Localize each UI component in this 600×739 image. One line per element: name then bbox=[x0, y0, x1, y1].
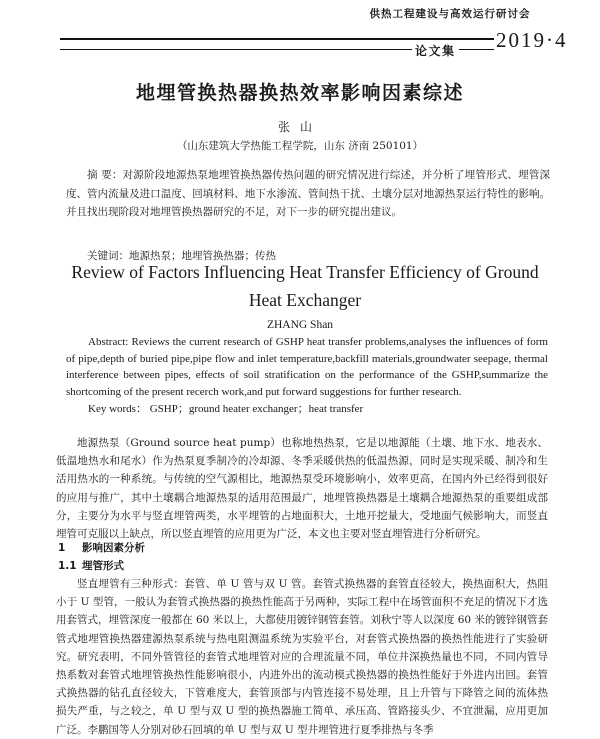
section-heading-1 bbox=[58, 540, 145, 555]
header-rule-thick bbox=[60, 38, 532, 40]
keywords-cn-text: 地源热泵；地埋管换热器；传热 bbox=[129, 250, 276, 262]
keywords-cn-label: 关键词： bbox=[87, 250, 129, 262]
author-en: ZHANG Shan bbox=[266, 319, 334, 331]
body-paragraph-pipe-forms: 竖直埋管有三种形式：套管、单 U 管与双 U 管。套管式换热器的套管直径较大，换热面积大，热阻小于 U 型管，一般认为套管式换热器的换热性能高于另两种，实际工程中在场管面积不充足的情况下才选用套管式，埋管深度一般都在 60 米以上，大都使用镀锌钢管套管。刘秋宁等人以深度 60 米的镀锌钢管套管式地埋管换热器建源热泵系统与热电阻测温系统为实验平台，对套管式换热器的换热性能进行了实验研究。研究表明，不同外管管径的套管式地埋管对应的合理流量不同，单位井深换热量也不同，不同内管导热系数对套管式地埋管换热性能影响很小，内进外出的流动模式换热器的换热性能好于外进内出回。套管式换热器的钻孔直径较大，下管难度大，套管顶部与内管连接不易处理，且上升管与下降管之间的流体热损失严重，与之较之，单 U 型与双 U 型的换热器施工简单、承压高、管路接头少、不宜泄漏，应用更加广泛。李鹏国等人分别对砂石回填的单 U 型与双 U 型井埋管进行夏季排热与冬季 bbox=[56, 578, 548, 736]
running-header-section: 论文集 bbox=[412, 42, 459, 59]
abstract-en-label: Abstract: bbox=[88, 336, 129, 348]
keywords-en-text: GSHP；ground heater exchanger；heat transfer bbox=[149, 403, 364, 415]
section-1-1-number: 1.1 bbox=[58, 560, 77, 572]
section-1-1-title: 埋管形式 bbox=[82, 560, 124, 572]
abstract-en-text: Reviews the current research of GSHP heat transfer problems,analyses the influences of form of pipe,depth of buried pipe,pipe flow and inlet temperature,backfill materials,groundwater seepage, thermal interference between pipes, effects of soil stratification on the performance of the GSHP,summarize the shortcoming of the present recerch work,and put forward suggestions for further research. bbox=[66, 336, 548, 398]
keywords-en bbox=[66, 400, 548, 416]
body-paragraph-intro: 地源热泵（Ground source heat pump）也称地热热泵，它是以地源能（土壤、地下水、地表水、低温地热水和尾水）作为热泵夏季制冷的冷却源、冬季采暖供热的低温热源，同时是实现采暖、制冷和生活用热水的一种系统。与传统的空气源相比，地源热泵受环境影响小，效率更高，在国内外已经得到很好的应用与推广，其中土壤耦合地源热泵的适用范围最广，地埋管换热器是土壤耦合地源热泵的重要组成部分，主要分为水平与竖直埋管两类，水平埋管的占地面积大，土地开挖量大，受地面气候影响大，而竖直埋管可克服以上缺点，所以竖直埋管的应用更为广泛，本文也主要对竖直埋管进行分析研究。 bbox=[56, 437, 548, 541]
section-1-title: 影响因素分析 bbox=[82, 542, 145, 554]
affiliation-cn: （山东建筑大学热能工程学院，山东 济南 250101） bbox=[176, 140, 424, 152]
section-heading-1-1 bbox=[58, 558, 124, 573]
section-1-number: 1 bbox=[58, 542, 66, 554]
paper-title-en: Review of Factors Influencing Heat Transfer Efficiency of Ground Heat Exchanger bbox=[71, 262, 539, 310]
author-cn: 张山 bbox=[277, 120, 322, 134]
running-header-year: 2019·4 bbox=[496, 28, 568, 52]
abstract-cn-label: 摘 要： bbox=[87, 169, 123, 181]
keywords-en-label: Key words： bbox=[88, 403, 147, 415]
abstract-cn-text: 对源阶段地源热泵地埋管换热器传热问题的研究情况进行综述，并分析了埋管形式、埋管深度、管内流量及进口温度、回填材料、地下水渗流、管间热干扰、土壤分层对地源热泵运行特性的影响。并且找出现阶段对地埋管换热器研究的不足，对下一步的研究提出建议。 bbox=[66, 169, 551, 219]
abstract-en bbox=[66, 334, 548, 400]
header-rule-thin bbox=[60, 49, 532, 50]
paper-title-cn: 地埋管换热器换热效率影响因素综述 bbox=[135, 82, 464, 104]
abstract-cn bbox=[66, 166, 550, 222]
running-header-journal: 供热工程建设与高效运行研讨会 bbox=[369, 8, 531, 20]
